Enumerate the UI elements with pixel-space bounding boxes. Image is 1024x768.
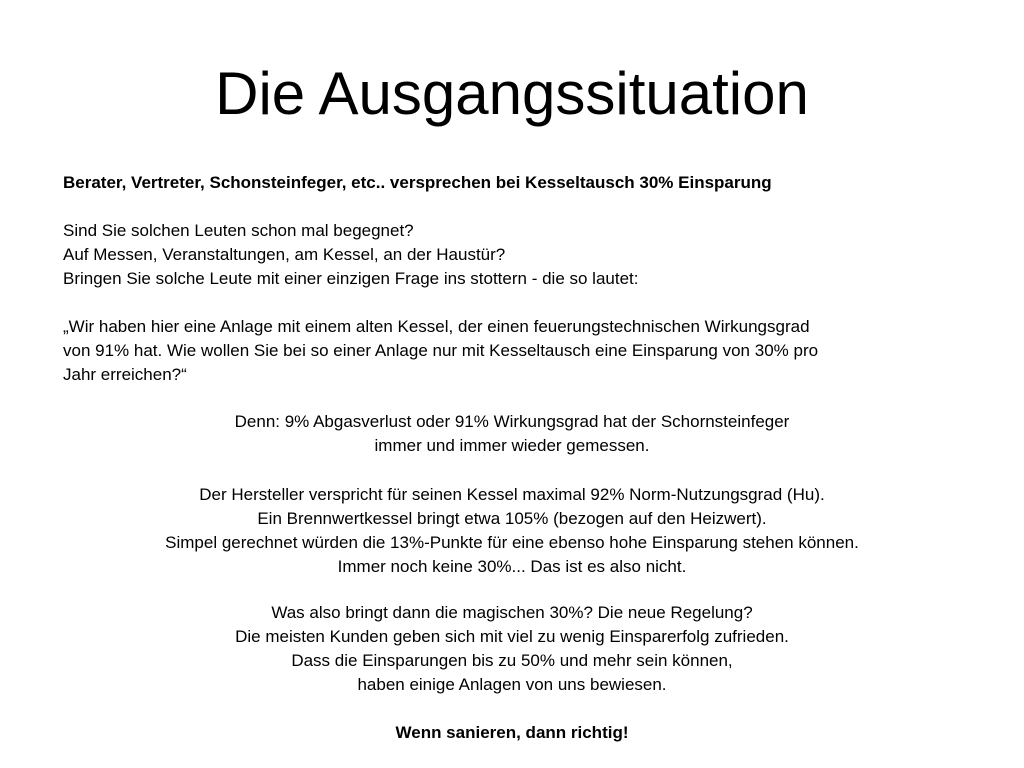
spacer [63,195,963,219]
was-line-4: haben einige Anlagen von uns bewiesen. [357,675,667,694]
was-line-1: Was also bringt dann die magischen 30%? Die neue Regelung? [271,603,753,622]
spacer [63,291,963,315]
was-paragraph [0,601,1024,697]
quote-line-2: von 91% hat. Wie wollen Sie bei so einer Anlage nur mit Kesseltausch eine Einsparung von 30% pro [63,341,819,360]
was-line-2: Die meisten Kunden geben sich mit viel zu wenig Einsparerfolg zufrieden. [235,627,789,646]
denn-line-1: Denn: 9% Abgasverlust oder 91% Wirkungsgrad hat der Schornsteinfeger [234,412,790,431]
quote-line-3: Jahr erreichen?“ [63,365,187,384]
hersteller-paragraph [0,483,1024,579]
hersteller-line-3: Simpel gerechnet würden die 13%-Punkte für eine ebenso hohe Einsparung stehen können. [165,533,859,552]
question-line-1: Sind Sie solchen Leuten schon mal begegnet? [63,221,414,240]
hersteller-line-1: Der Hersteller verspricht für seinen Kessel maximal 92% Norm-Nutzungsgrad (Hu). [199,485,825,504]
denn-line-2: immer und immer wieder gemessen. [374,436,650,455]
denn-paragraph [0,410,1024,458]
intro-statement: Berater, Vertreter, Schonsteinfeger, etc.. versprechen bei Kesseltausch 30% Einsparung [63,173,772,192]
hersteller-line-2: Ein Brennwertkessel bringt etwa 105% (bezogen auf den Heizwert). [257,509,767,528]
hersteller-line-4: Immer noch keine 30%... Das ist es also nicht. [337,557,687,576]
question-line-3: Bringen Sie solche Leute mit einer einzigen Frage ins stottern - die so lautet: [63,269,639,288]
slide-title: Die Ausgangssituation [215,60,809,127]
question-line-2: Auf Messen, Veranstaltungen, am Kessel, an der Haustür? [63,245,506,264]
quote-line-1: „Wir haben hier eine Anlage mit einem alten Kessel, der einen feuerungstechnischen Wirkungsgrad [63,317,810,336]
closing-statement: Wenn sanieren, dann richtig! [395,723,629,742]
left-text-block [63,171,963,387]
was-line-3: Dass die Einsparungen bis zu 50% und mehr sein können, [291,651,733,670]
